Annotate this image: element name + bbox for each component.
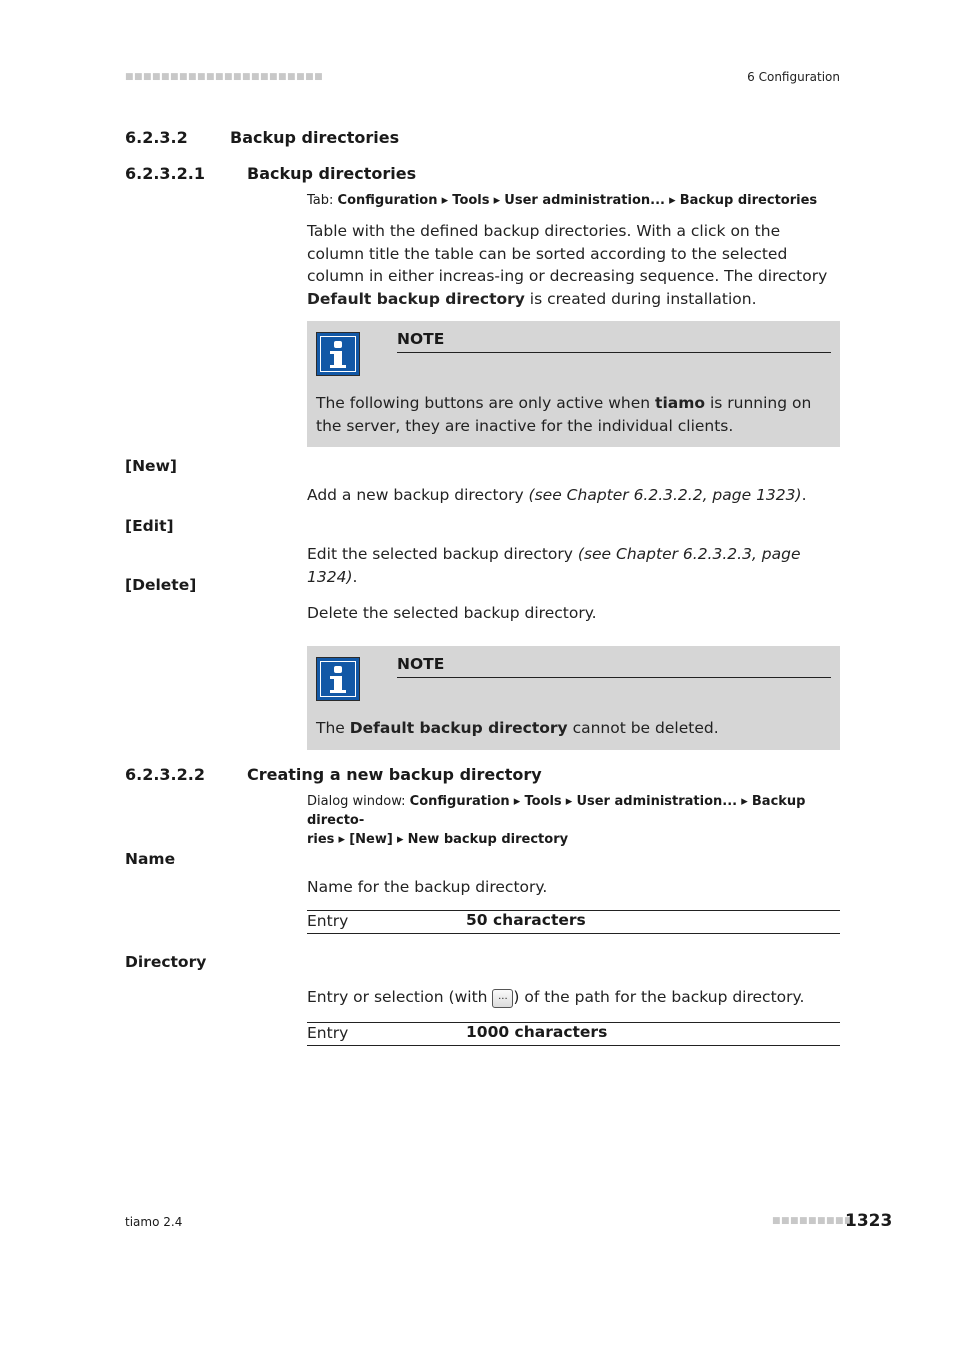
info-icon	[316, 657, 360, 701]
note-box	[307, 646, 840, 750]
breadcrumb: Dialog window: Configuration ▸ Tools ▸ User administration... ▸ Backup directo- ries ▸ [New] ▸ New backup directory	[307, 794, 806, 847]
note-title: NOTE	[397, 330, 831, 353]
term-delete: [Delete]	[125, 576, 197, 594]
delete-description: Delete the selected backup directory.	[307, 604, 597, 622]
subsection-number: 6.2.3.2.1	[125, 164, 205, 183]
page-number: 1323	[845, 1211, 893, 1231]
note-title: NOTE	[397, 655, 831, 678]
entry-value: 1000 characters	[466, 1023, 608, 1041]
info-icon	[316, 332, 360, 376]
entry-key: Entry	[307, 1024, 349, 1042]
header-decoration: ■■■■■■■■■■■■■■■■■■■■■■	[125, 72, 324, 82]
section-number: 6.2.3.2	[125, 128, 188, 147]
footer-decoration: ■■■■■■■■■	[772, 1216, 854, 1226]
footer-product: tiamo 2.4	[125, 1215, 183, 1229]
breadcrumb: Tab: Configuration ▸ Tools ▸ User administration... ▸ Backup directories	[307, 193, 818, 208]
section-title: Backup directories	[230, 128, 400, 147]
note-text: The Default backup directory cannot be deleted.	[316, 719, 719, 737]
chapter-title: 6 Configuration	[747, 70, 840, 84]
directory-description: Entry or selection (with ... ) of the path for the backup directory.	[307, 988, 805, 1006]
term-directory: Directory	[125, 953, 207, 971]
entry-value: 50 characters	[466, 911, 586, 929]
name-entry-table	[307, 910, 840, 934]
term-new: [New]	[125, 457, 177, 475]
edit-description: Edit the selected backup directory (see Chapter 6.2.3.2.3, page 1324).	[307, 545, 801, 586]
entry-key: Entry	[307, 912, 349, 930]
term-name: Name	[125, 850, 176, 868]
subsection-number: 6.2.3.2.2	[125, 765, 205, 784]
chapter-link[interactable]: (see Chapter 6.2.3.2.3, page 1324)	[307, 545, 801, 586]
note-box	[307, 321, 840, 447]
note-text: The following buttons are only active when tiamo is running on the server, they are inactive for the individual clients.	[316, 394, 812, 435]
intro-paragraph: Table with the defined backup directories. With a click on the column title the table can be sorted according to the selected column in either increas-ing or decreasing sequence. The directory Default backup directory is created during installation.	[307, 222, 828, 308]
directory-entry-table	[307, 1022, 840, 1046]
subsection-title: Backup directories	[247, 164, 417, 183]
name-description: Name for the backup directory.	[307, 878, 548, 896]
new-description: Add a new backup directory (see Chapter 6.2.3.2.2, page 1323).	[307, 486, 807, 504]
subsection-title: Creating a new backup directory	[247, 765, 542, 784]
chapter-link[interactable]: (see Chapter 6.2.3.2.2, page 1323)	[528, 486, 802, 504]
browse-button-icon: ...	[492, 989, 513, 1008]
term-edit: [Edit]	[125, 517, 174, 535]
